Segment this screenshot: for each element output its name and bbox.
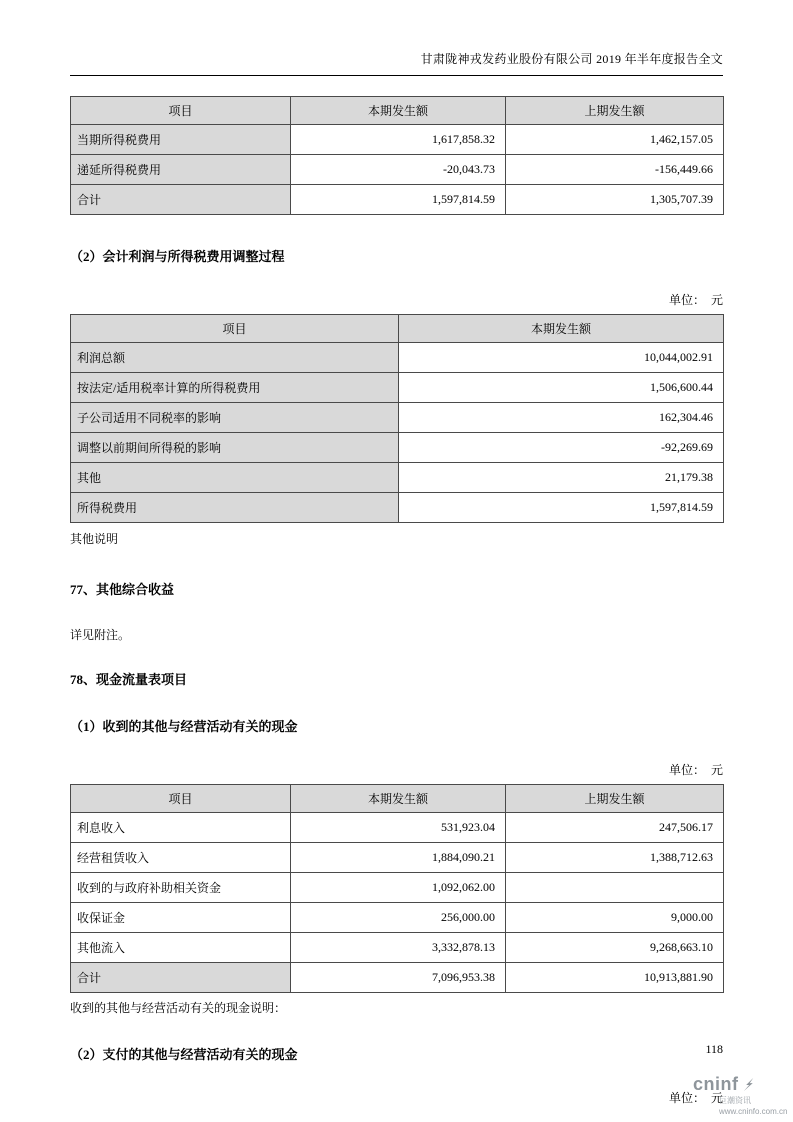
value-cell: -156,449.66	[506, 155, 724, 185]
page-number: 118	[705, 1042, 723, 1056]
value-cell	[506, 873, 724, 903]
other-note: 其他说明	[70, 532, 119, 546]
value-cell: -92,269.69	[399, 433, 724, 463]
cninfo-logo-icon	[741, 1077, 756, 1092]
column-header-item: 项目	[71, 97, 291, 125]
table-row	[71, 373, 724, 403]
section-heading-77: 77、其他综合收益	[70, 582, 175, 597]
value-cell: 1,884,090.21	[291, 843, 506, 873]
table-row-total	[71, 493, 724, 523]
table-row	[71, 463, 724, 493]
table-row	[71, 155, 724, 185]
report-title: 甘肃陇神戎发药业股份有限公司 2019 年半年度报告全文	[420, 52, 723, 66]
value-cell: 1,092,062.00	[291, 873, 506, 903]
table-row	[71, 843, 724, 873]
value-cell: 531,923.04	[291, 813, 506, 843]
unit-label: 单位： 元	[668, 293, 723, 307]
row-label-cell: 合计	[71, 185, 291, 215]
value-cell: 1,597,814.59	[399, 493, 724, 523]
value-cell: 10,044,002.91	[399, 343, 724, 373]
section-heading-78-2: （2）支付的其他与经营活动有关的现金	[70, 1047, 298, 1062]
table-row	[71, 933, 724, 963]
section-heading-78: 78、现金流量表项目	[70, 672, 188, 687]
value-cell: 1,506,600.44	[399, 373, 724, 403]
row-label-cell: 利息收入	[71, 813, 291, 843]
section-heading-adjustment: （2）会计利润与所得税费用调整过程	[70, 249, 285, 264]
page-content	[70, 0, 723, 1106]
column-header-item: 项目	[71, 785, 291, 813]
table-header-row	[71, 785, 724, 813]
section-heading-78-1: （1）收到的其他与经营活动有关的现金	[70, 719, 298, 734]
value-cell: 7,096,953.38	[291, 963, 506, 993]
row-label-cell: 经营租赁收入	[71, 843, 291, 873]
column-header-current: 本期发生额	[291, 785, 506, 813]
table-header-row	[71, 97, 724, 125]
column-header-prior: 上期发生额	[506, 97, 724, 125]
row-label-cell: 合计	[71, 963, 291, 993]
table-row	[71, 125, 724, 155]
row-label-cell: 当期所得税费用	[71, 125, 291, 155]
page-header	[70, 0, 723, 76]
table-row	[71, 813, 724, 843]
unit-label: 单位： 元	[668, 1091, 723, 1105]
cash-received-note: 收到的其他与经营活动有关的现金说明：	[70, 1001, 287, 1015]
table-row	[71, 433, 724, 463]
cninfo-logo-url: www.cninfo.com.cn	[719, 1106, 788, 1116]
cninfo-logo-subtext	[693, 1096, 788, 1118]
value-cell: 3,332,878.13	[291, 933, 506, 963]
value-cell: 1,597,814.59	[291, 185, 506, 215]
value-cell: 1,305,707.39	[506, 185, 724, 215]
value-cell: -20,043.73	[291, 155, 506, 185]
value-cell: 10,913,881.90	[506, 963, 724, 993]
value-cell: 247,506.17	[506, 813, 724, 843]
value-cell: 21,179.38	[399, 463, 724, 493]
cninfo-logo-text: cninf	[693, 1074, 739, 1094]
value-cell: 1,462,157.05	[506, 125, 724, 155]
column-header-current: 本期发生额	[399, 315, 724, 343]
table-header-row	[71, 315, 724, 343]
row-label-cell: 调整以前期间所得税的影响	[71, 433, 399, 463]
row-label-cell: 递延所得税费用	[71, 155, 291, 185]
tax-adjustment-table	[70, 314, 724, 523]
table-row-total	[71, 963, 724, 993]
table-row	[71, 343, 724, 373]
cash-received-table	[70, 784, 724, 993]
cninfo-logo	[693, 1074, 788, 1118]
row-label-cell: 子公司适用不同税率的影响	[71, 403, 399, 433]
row-label-cell: 按法定/适用税率计算的所得税费用	[71, 373, 399, 403]
section-77-body: 详见附注。	[70, 628, 131, 642]
value-cell: 1,388,712.63	[506, 843, 724, 873]
value-cell: 9,000.00	[506, 903, 724, 933]
row-label-cell: 其他	[71, 463, 399, 493]
value-cell: 162,304.46	[399, 403, 724, 433]
row-label-cell: 其他流入	[71, 933, 291, 963]
table-row	[71, 873, 724, 903]
value-cell: 9,268,663.10	[506, 933, 724, 963]
column-header-prior: 上期发生额	[506, 785, 724, 813]
row-label-cell: 收到的与政府补助相关资金	[71, 873, 291, 903]
column-header-current: 本期发生额	[291, 97, 506, 125]
value-cell: 256,000.00	[291, 903, 506, 933]
row-label-cell: 收保证金	[71, 903, 291, 933]
column-header-item: 项目	[71, 315, 399, 343]
value-cell: 1,617,858.32	[291, 125, 506, 155]
table-row	[71, 403, 724, 433]
row-label-cell: 利润总额	[71, 343, 399, 373]
income-tax-table	[70, 96, 724, 215]
cninfo-logo-top	[693, 1074, 771, 1095]
row-label-cell: 所得税费用	[71, 493, 399, 523]
unit-label: 单位： 元	[668, 763, 723, 777]
cninfo-logo-cn: 巨潮资讯	[719, 1096, 751, 1105]
table-row	[71, 903, 724, 933]
table-row-total	[71, 185, 724, 215]
